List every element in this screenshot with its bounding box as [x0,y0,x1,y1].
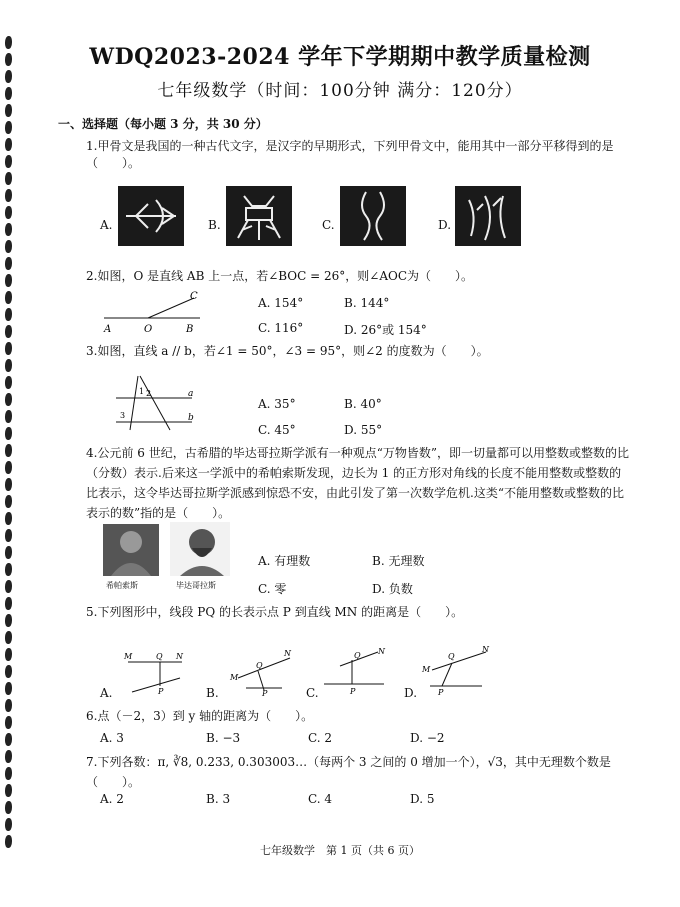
q3-option-d: D. 55° [344,423,383,437]
q5d-label-m: M [422,665,431,674]
q1-option-b-label: B. [208,218,221,232]
q2-label-o: O [144,324,153,334]
pythagoras-portrait-image [170,522,230,576]
q4-option-d: D. 负数 [372,582,413,596]
q7-option-a: A. 2 [100,792,124,806]
q2-label-c: C [190,291,198,302]
q3-option-b: B. 40° [344,397,382,411]
q5b-label-n: N [284,649,291,658]
question-1-stem: 1.甲骨文是我国的一种古代文字，是汉字的早期形式，下列甲骨文中，能用其中一部分平移得到的是（ ）。 [86,139,614,170]
q5a-label-p: P [158,687,164,694]
oracle-glyph-a-image [118,186,184,246]
q4-option-c: C. 零 [258,582,287,596]
section-heading: 一、选择题（每小题 3 分，共 30 分） [58,117,268,131]
q4-option-a: A. 有理数 [258,554,311,568]
page-title: WDQ2023-2024 学年下学期期中教学质量检测 [89,44,591,70]
oracle-glyph-c-image [340,186,406,246]
q5-option-c-label: C. [306,686,319,700]
q5-option-b-label: B. [206,686,219,700]
question-4-stem: 4.公元前 6 世纪，古希腊的毕达哥拉斯学派有一种观点“万物皆数”，即一切量都可以用整数或整数的比（分数）表示.后来这一学派中的希帕索斯发现，边长为 1 的正方形对角线的长度不能用整数或整数的比表示，这令毕达哥拉斯学派感到惊恐不安，由此引发了第一次数学危机.这类“不能用整数或整数的比表示的数”指的是（ ）。 [86,446,629,520]
q5b-label-m: M [230,673,239,682]
question-5-stem: 5.下列图形中，线段 PQ 的长表示点 P 到直线 MN 的距离是（ ）。 [86,605,464,619]
q6-option-d: D. −2 [410,731,445,745]
q2-option-b: B. 144° [344,296,390,310]
q3-figure [108,372,198,434]
q5b-label-q: Q [256,661,263,670]
q3-angle-2: 2 [146,389,152,398]
q2-figure [100,290,210,334]
q5-figure-c [318,644,388,696]
q3-angle-3: 3 [120,411,126,420]
q5-figure-b [224,644,294,696]
q5a-label-n: N [176,652,183,661]
q4-option-b: B. 无理数 [372,554,425,568]
q3-angle-1: 1 [139,387,145,396]
q5c-label-q: Q [354,651,361,660]
q2-option-c: C. 116° [258,321,304,335]
question-2-stem: 2.如图，O 是直线 AB 上一点，若∠BOC = 26°，则∠AOC为（ ）。 [86,269,474,283]
q6-option-a: A. 3 [100,731,124,745]
q5d-label-n: N [482,645,489,654]
hippasus-caption: 希帕索斯 [106,581,138,590]
q6-option-c: C. 2 [308,731,333,745]
q2-option-d: D. 26°或 154° [344,323,427,337]
q5-option-d-label: D. [404,686,418,700]
q7-option-b: B. 3 [206,792,231,806]
q1-option-d-label: D. [438,218,452,232]
q2-label-a: A [104,324,112,334]
q7-option-d: D. 5 [410,792,435,806]
question-7-stem: 7.下列各数：π, ∛8, 0.233, 0.303003…（每两个 3 之间的 0 增加一个），√3，其中无理数个数是（ ）。 [86,755,611,789]
q5c-label-p: P [350,687,356,696]
question-6-stem: 6.点（－2，3）到 y 轴的距离为（ ）。 [86,709,314,723]
q7-option-c: C. 4 [308,792,333,806]
q3-line-b: b [188,413,194,423]
question-3-stem: 3.如图，直线 a // b，若∠1 = 50°，∠3 = 95°，则∠2 的度数为（ ）。 [86,344,489,358]
page-subtitle: 七年级数学（时间：100分钟 满分：120分） [157,81,523,101]
oracle-glyph-d-image [455,186,521,246]
hippasus-portrait-image [103,524,159,576]
q5d-label-q: Q [448,652,455,661]
q5a-label-m: M [124,652,133,661]
q1-option-a-label: A. [100,218,113,232]
q5a-label-q: Q [156,652,163,661]
q5c-label-n: N [378,647,385,656]
q3-line-a: a [188,389,194,399]
q5b-label-p: P [262,689,268,696]
q5-option-a-label: A. [100,686,113,700]
q2-label-b: B [186,324,194,334]
q2-option-a: A. 154° [258,296,304,310]
oracle-glyph-b-image [226,186,292,246]
q3-option-c: C. 45° [258,423,296,437]
q6-option-b: B. −3 [206,731,241,745]
q5d-label-p: P [438,688,444,696]
pythagoras-caption: 毕达哥拉斯 [176,581,216,590]
binding-holes [2,36,14,856]
q5-figure-a [118,648,190,694]
q1-option-c-label: C. [322,218,335,232]
q3-option-a: A. 35° [258,397,296,411]
q5-figure-d [416,644,492,696]
page-footer: 七年级数学 第 1 页（共 6 页） [260,844,420,857]
